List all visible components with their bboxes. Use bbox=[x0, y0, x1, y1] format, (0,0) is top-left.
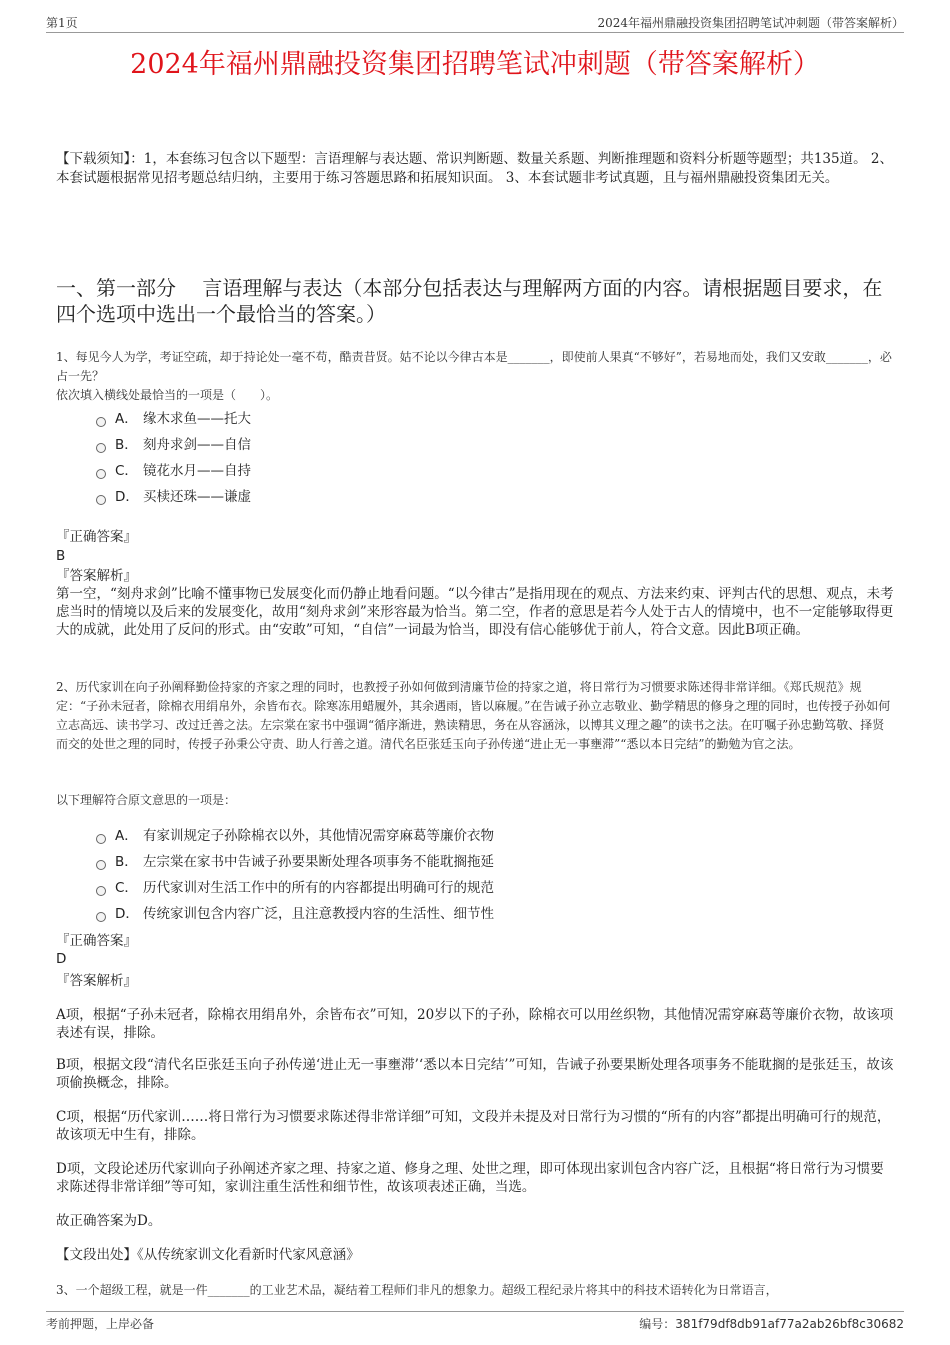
question-2-option-d[interactable]: D． 传统家训包含内容广泛，且注意教授内容的生活性、细节性 bbox=[96, 901, 494, 927]
question-3-stem: 3、一个超级工程，就是一件_______的工业艺术品，凝结着工程师们非凡的想象力。超级工程纪录片将其中的科技术语转化为日常语言， bbox=[56, 1283, 778, 1297]
question-2-answer-label: 『正确答案』 bbox=[56, 933, 137, 949]
radio-icon[interactable] bbox=[96, 495, 106, 505]
question-2-options bbox=[96, 823, 494, 927]
question-1-answer-label: 『正确答案』 bbox=[56, 529, 137, 545]
radio-icon[interactable] bbox=[96, 912, 106, 922]
section-heading: 一、第一部分 言语理解与表达（本部分包括表达与理解两方面的内容。请根据题目要求，在四个选项中选出一个最恰当的答案。） bbox=[56, 276, 883, 326]
radio-icon[interactable] bbox=[96, 860, 106, 870]
question-2-source: 【文段出处】《从传统家训文化看新时代家风意涵》 bbox=[56, 1247, 360, 1263]
question-2-analysis-label: 『答案解析』 bbox=[56, 973, 137, 989]
radio-icon[interactable] bbox=[96, 469, 106, 479]
radio-icon[interactable] bbox=[96, 834, 106, 844]
question-2-analysis-a: A项，根据“子孙未冠者，除棉衣用绢帛外，余皆布衣”可知，20岁以下的子孙，除棉衣可以用丝织物，其他情况需穿麻葛等廉价衣物，故该项表述有误，排除。 bbox=[56, 1007, 894, 1041]
question-1-prompt: 依次填入横线处最恰当的一项是（ ）。 bbox=[56, 388, 279, 402]
question-2-conclusion: 故正确答案为D。 bbox=[56, 1213, 162, 1229]
radio-icon[interactable] bbox=[96, 417, 106, 427]
download-notice: 【下载须知】：1，本套练习包含以下题型：言语理解与表达题、常识判断题、数量关系题、判断推理题和资料分析题等题型；共135道。 2、本套试题根据常见招考题总结归纳，主要用于练习答题思路和拓展知识面。 3、本套试题非考试真题，且与福州鼎融投资集团无关。 bbox=[56, 151, 893, 186]
question-1-option-c[interactable]: C． 镜花水月——自持 bbox=[96, 458, 251, 484]
footer-code: 编号：381f79df8db91af77a2ab26bf8c30682 bbox=[639, 1317, 904, 1331]
page-number: 第1页 bbox=[46, 16, 78, 30]
radio-icon[interactable] bbox=[96, 443, 106, 453]
question-1-option-d[interactable]: D． 买椟还珠——谦虚 bbox=[96, 484, 251, 510]
question-1-option-a[interactable]: A． 缘木求鱼——托大 bbox=[96, 406, 251, 432]
question-1-stem: 1、每见今人为学，考证空疏，却于持论处一毫不苟，酷责昔贤。姑不论以今律古本是_______，即使前人果真“不够好”，若易地而处，我们又安敢_______，必占一先？ bbox=[56, 350, 892, 383]
question-2-prompt: 以下理解符合原文意思的一项是： bbox=[56, 793, 237, 807]
question-1-option-b[interactable]: B． 刻舟求剑——自信 bbox=[96, 432, 251, 458]
question-1-analysis-label: 『答案解析』 bbox=[56, 568, 137, 584]
footer-slogan: 考前押题，上岸必备 bbox=[46, 1317, 155, 1331]
page-header bbox=[46, 14, 904, 33]
question-2-option-a[interactable]: A． 有家训规定子孙除棉衣以外，其他情况需穿麻葛等廉价衣物 bbox=[96, 823, 494, 849]
question-2-stem: 2、历代家训在向子孙阐释勤俭持家的齐家之理的同时，也教授子孙如何做到清廉节俭的持家之道，将日常行为习惯要求陈述得非常详细。《郑氏规范》规定：“子孙未冠者，除棉衣用绢帛外，余皆布衣。除寒冻用蜡履外，其余遇雨，皆以麻履。”在告诫子孙立志敬业、勤学精思的修身之理的同时，也传授子孙如何立志高远、读书学习、改过迁善之法。左宗棠在家书中强调“循序渐进，熟读精思，务在从容涵泳，以博其义理之趣”的读书之法。在叮嘱子孙忠勤笃敬、择贤而交的处世之理的同时，传授子孙秉公守责、助人行善之道。清代名臣张廷玉向子孙传递“进止无一事壅滞”“悉以本日完结”的勤勉为官之法。 bbox=[56, 680, 891, 751]
question-1-answer: B bbox=[56, 548, 66, 564]
page-footer bbox=[46, 1311, 904, 1332]
question-1-options bbox=[96, 406, 251, 510]
radio-icon[interactable] bbox=[96, 886, 106, 896]
question-2-option-c[interactable]: C． 历代家训对生活工作中的所有的内容都提出明确可行的规范 bbox=[96, 875, 494, 901]
question-2-analysis-c: C项，根据“历代家训……将日常行为习惯要求陈述得非常详细”可知，文段并未提及对日常行为习惯的“所有的内容”都提出明确可行的规范，故该项无中生有，排除。 bbox=[56, 1109, 891, 1143]
page-title: 2024年福州鼎融投资集团招聘笔试冲刺题（带答案解析） bbox=[130, 49, 820, 80]
question-1-analysis: 第一空，“刻舟求剑”比喻不懂事物已发展变化而仍静止地看问题。“以今律古”是指用现在的观点、方法来约束、评判古代的思想、观点，未考虑当时的情境以及后来的发展变化，故用“刻舟求剑”来形容最为恰当。第二空，作者的意思是若今人处于古人的情境中，也不一定能够取得更大的成就，此处用了反问的形式。由“安敢”可知，“自信”一词最为恰当，即没有信心能够优于前人，符合文意。因此B项正确。 bbox=[56, 586, 894, 638]
header-doc-title: 2024年福州鼎融投资集团招聘笔试冲刺题（带答案解析） bbox=[597, 16, 904, 30]
question-2-analysis-d: D项，文段论述历代家训向子孙阐述齐家之理、持家之道、修身之理、处世之理，即可体现出家训包含内容广泛，且根据“将日常行为习惯要求陈述得非常详细”等可知，家训注重生活性和细节性，故该项表述正确，当选。 bbox=[56, 1161, 884, 1195]
question-2-analysis-b: B项，根据文段“清代名臣张廷玉向子孙传递‘进止无一事壅滞’‘悉以本日完结’”可知，告诫子孙要果断处理各项事务不能耽搁的是张廷玉，故该项偷换概念，排除。 bbox=[56, 1057, 894, 1091]
question-2-option-b[interactable]: B． 左宗棠在家书中告诫子孙要果断处理各项事务不能耽搁拖延 bbox=[96, 849, 494, 875]
question-2-answer: D bbox=[56, 951, 67, 967]
